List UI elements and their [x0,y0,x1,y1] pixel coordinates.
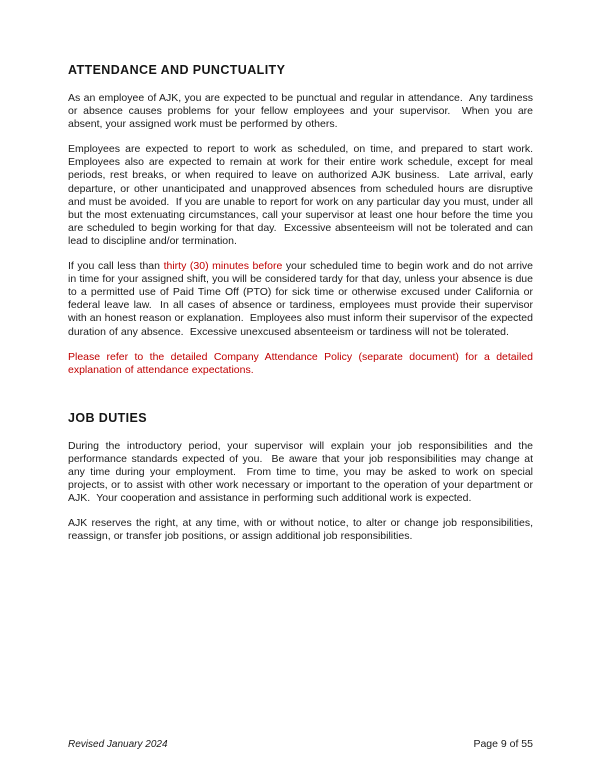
footer-page-number: Page 9 of 55 [473,738,533,750]
attendance-paragraph-3 [68,260,537,339]
attendance-paragraph-3-highlight: thirty (30) minutes before [163,260,283,273]
job-duties-paragraph-2: AJK reserves the right, at any time, with or without notice, to alter or change job responsibilities, reassign, or transfer job positions, or assign additional job responsibilities. [68,517,537,543]
job-duties-section-heading: JOB DUTIES [68,410,148,425]
attendance-policy-notice: Please refer to the detailed Company Attendance Policy (separate document) for a detailed explanation of attendance expectations. [68,350,537,376]
attendance-section-heading: ATTENDANCE AND PUNCTUALITY [68,63,286,77]
attendance-paragraph-2: Employees are expected to report to work as scheduled, on time, and prepared to start work. Employees also are expected to remain at work for their entire work schedule, except for meal periods, rest breaks, or when required to leave on authorized AJK business. Late arrival, early departure, or other unanticipated and unapproved absences from scheduled hours are disruptive and must be avoided. If you are unable to report for work on any particular day you must, under all but the most extenuating circumstances, call your supervisor at least one hour before the time you are scheduled to begin working for that day. Excessive absenteeism will not be tolerated and can lead to discipline and/or termination. [68,143,540,247]
attendance-paragraph-3-suffix: your scheduled time to begin work and do not arrive in time for your assigned shift, you will be considered tardy for that day, unless your absence is due to a permitted use of Paid Time Off (PTO) for sick time or otherwise excused under California or federal leave law. In all cases of absence or tardiness, employees must provide their supervisor with an honest reason or explanation. Employees also must inform their supervisor of the expected duration of any absence. Excessive unexcused absenteeism or tardiness will not be tolerated. [68,260,537,338]
attendance-paragraph-1: As an employee of AJK, you are expected to be punctual and regular in attendance. Any tardiness or absence causes problems for your fellow employees and your supervisor. When you are absent, your assigned work must be performed by others. [68,92,537,131]
page-footer [68,738,533,750]
footer-revision-date: Revised January 2024 [68,739,168,750]
job-duties-paragraph-1: During the introductory period, your supervisor will explain your job responsibilities and the performance standards expected of you. Be aware that your job responsibilities may change at any time during your employment. From time to time, you may be asked to work on special projects, or to assist with other work necessary or important to the operation of your department or AJK. Your cooperation and assistance in performing such additional work is expected. [68,439,537,505]
attendance-paragraph-3-prefix: If you call less than [68,260,164,273]
page-content [68,63,540,555]
